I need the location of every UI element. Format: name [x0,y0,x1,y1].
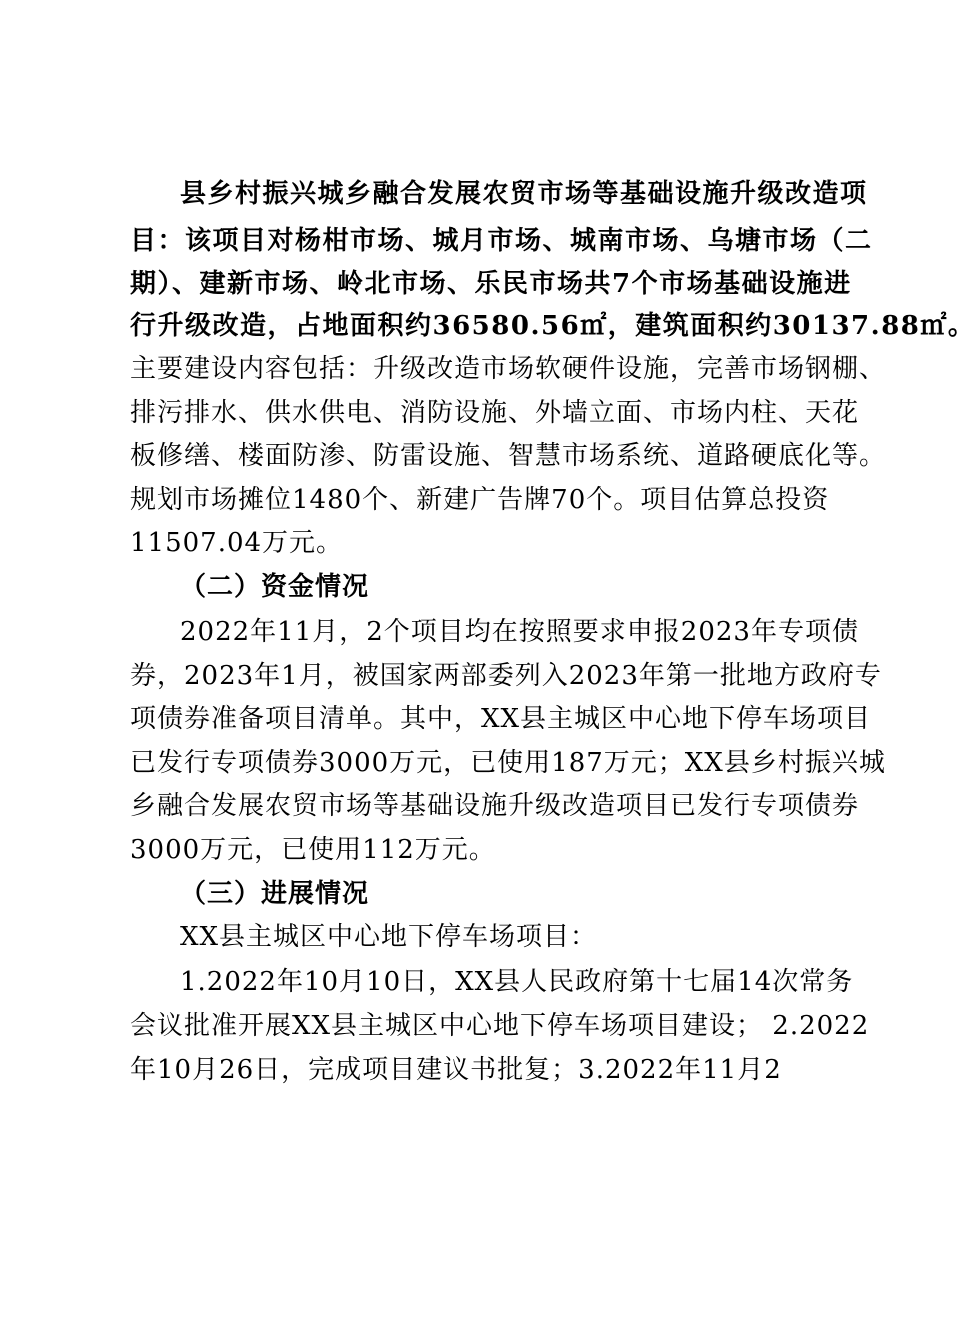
funds-line-1: 2022年11月，2个项目均在按照要求申报2023年专项债 [180,617,859,647]
funds-heading: （二）资金情况 [180,572,370,602]
funds-line-5: 乡融合发展农贸市场等基础设施升级改造项目已发行专项债券 [130,791,860,821]
project-bold-line-3: 期）、建新市场、岭北市场、乐民市场共7个市场基础设施进 [130,269,852,299]
progress-line-2: 会议批准开展XX县主城区中心地下停车场项目建设； 2.2022 [130,1011,870,1041]
project-line-4: 规划市场摊位1480个、新建广告牌70个。项目估算总投资 [130,485,830,515]
funds-line-3: 项债券准备项目清单。其中，XX县主城区中心地下停车场项目 [130,704,872,734]
funds-line-2: 券，2023年1月，被国家两部委列入2023年第一批地方政府专 [130,661,882,691]
progress-subheading: XX县主城区中心地下停车场项目： [180,922,598,952]
project-bold-line-1: 县乡村振兴城乡融合发展农贸市场等基础设施升级改造项 [180,179,868,209]
project-line-1: 主要建设内容包括：升级改造市场软硬件设施，完善市场钢棚、 [130,354,887,384]
progress-line-1: 1.2022年10月10日，XX县人民政府第十七届14次常务 [180,967,854,997]
project-bold-line-4: 行升级改造，占地面积约36580.56㎡，建筑面积约30137.88㎡。 [130,311,975,341]
project-line-2: 排污排水、供水供电、消防设施、外墙立面、市场内柱、天花 [130,398,860,428]
progress-heading: （三）进展情况 [180,879,370,909]
progress-line-3: 年10月26日，完成项目建议书批复；3.2022年11月2 [130,1055,782,1085]
project-line-5: 11507.04万元。 [130,528,344,558]
funds-line-6: 3000万元，已使用112万元。 [130,835,496,865]
project-line-3: 板修缮、楼面防渗、防雷设施、智慧市场系统、道路硬底化等。 [130,441,887,471]
funds-line-4: 已发行专项债券3000万元，已使用187万元；XX县乡村振兴城 [130,748,886,778]
project-bold-line-2: 目：该项目对杨柑市场、城月市场、城南市场、乌塘市场（二 [130,226,873,256]
